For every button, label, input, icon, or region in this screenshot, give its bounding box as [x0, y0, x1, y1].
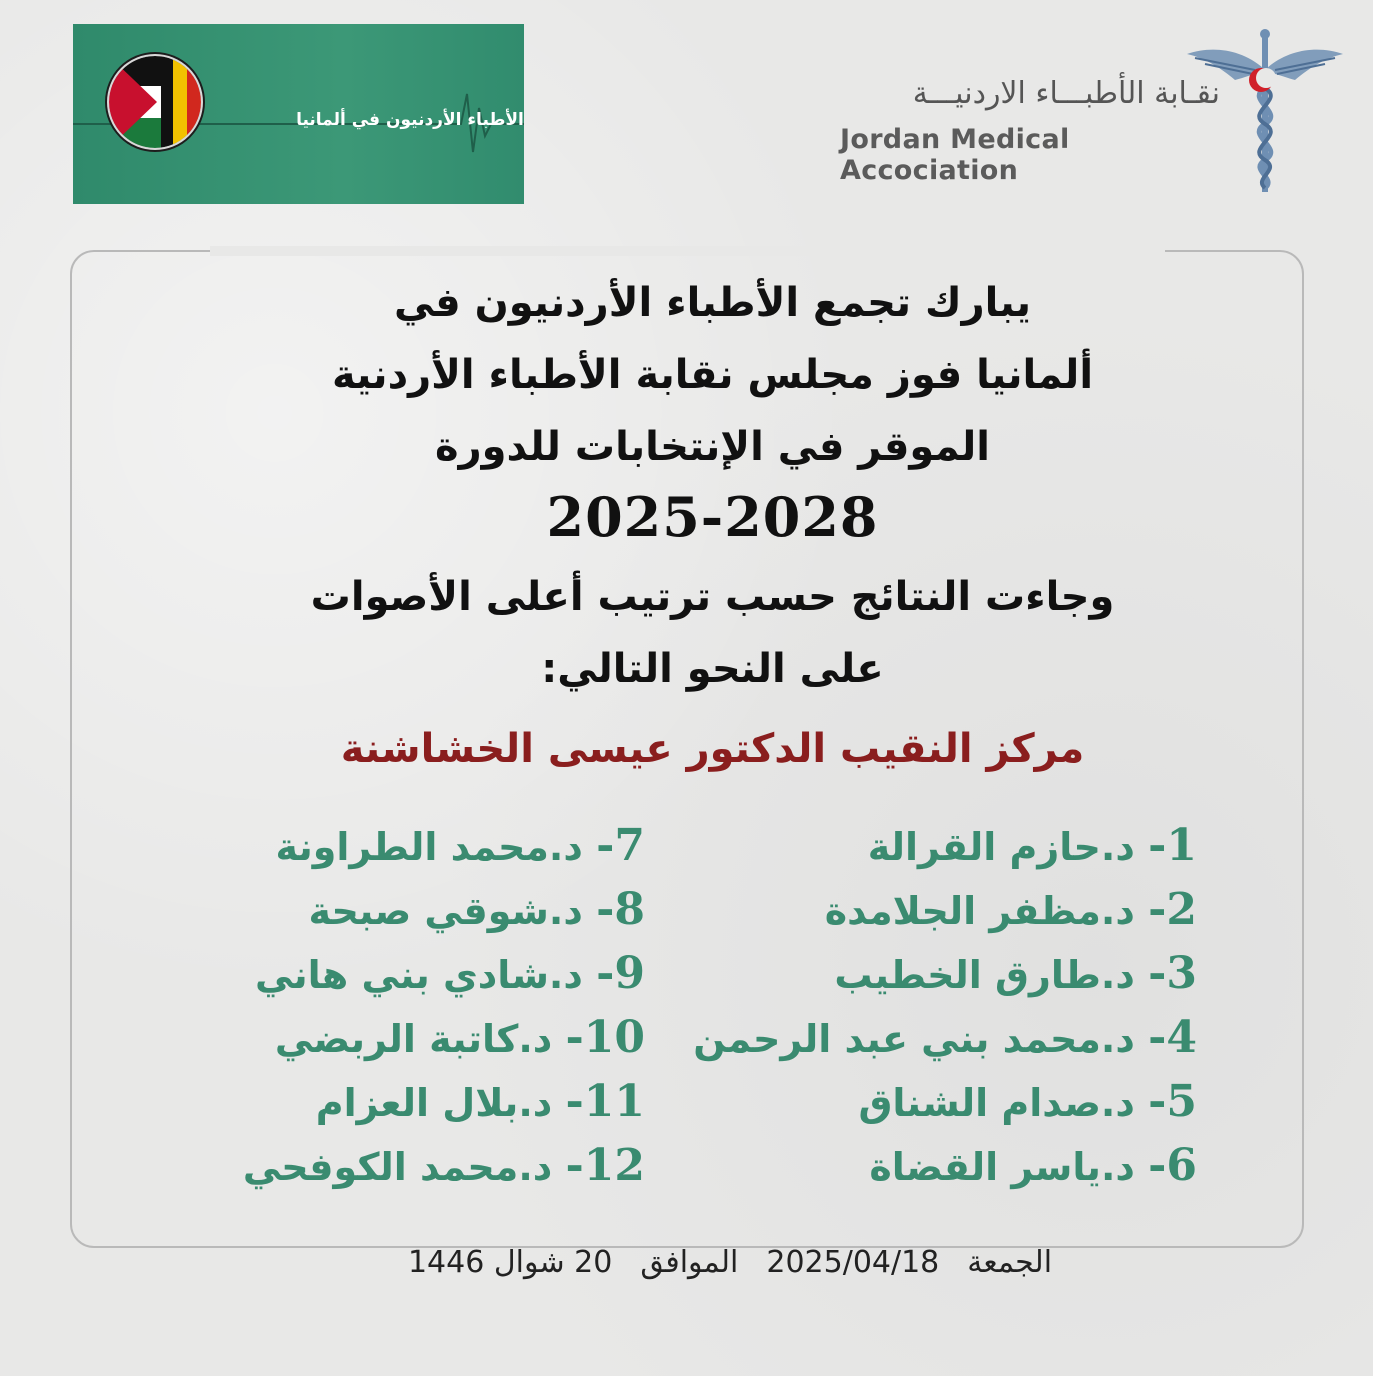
candidate-name: د.شوقي صبحة: [308, 889, 583, 933]
rank: 4-: [1148, 1012, 1197, 1063]
list-item: [858, 1076, 1197, 1127]
candidate-name: د.محمد بني عبد الرحمن: [693, 1017, 1135, 1061]
list-item: [316, 1076, 645, 1127]
list-item: [869, 1140, 1197, 1191]
rank: 12-: [565, 1140, 645, 1191]
hijri-date: 20 شوال 1446: [407, 1245, 613, 1280]
list-item: [275, 1012, 645, 1063]
candidate-name: د.شادي بني هاني: [254, 953, 583, 997]
candidate-name: د.محمد الطراونة: [275, 825, 583, 869]
election-term: 2025-2028: [546, 485, 879, 549]
list-item: [834, 948, 1197, 999]
list-item: [243, 1140, 645, 1191]
announcement-line-3: الموقر في الإنتخابات للدورة: [434, 424, 991, 470]
group-banner: [73, 24, 524, 204]
rank: 1-: [1148, 820, 1197, 871]
rank: 5-: [1148, 1076, 1197, 1127]
president-center: مركز النقيب الدكتور عيسى الخشاشنة: [340, 726, 1085, 772]
rank: 2-: [1148, 884, 1197, 935]
association-name-english: Jordan Medical Accociation: [840, 124, 1070, 186]
association-name-arabic: نقـابة الأطبـــاء الاردنيـــة: [912, 76, 1220, 111]
announcement-line-1: يبارك تجمع الأطباء الأردنيون في: [394, 280, 1031, 326]
list-item: [309, 884, 645, 935]
candidate-name: د.حازم القرالة: [867, 825, 1135, 869]
footer-date: [390, 1245, 1070, 1280]
rank: 3-: [1148, 948, 1197, 999]
results-list-right: [637, 820, 1197, 1200]
candidate-name: د.بلال العزام: [315, 1081, 553, 1125]
candidate-name: د.كاتبة الربضي: [274, 1017, 553, 1061]
candidate-name: د.صدام الشناق: [858, 1081, 1135, 1125]
list-item: [868, 820, 1197, 871]
candidate-name: د.طارق الخطيب: [834, 953, 1135, 997]
rank: 10-: [565, 1012, 645, 1063]
results-intro-line-1: وجاءت النتائج حسب ترتيب أعلى الأصوات: [310, 574, 1115, 620]
results-intro-line-2: على النحو التالي:: [541, 646, 884, 692]
caduceus-icon: [1185, 28, 1345, 198]
list-item: [693, 1012, 1197, 1063]
announcement-line-2: ألمانيا فوز مجلس نقابة الأطباء الأردنية: [331, 352, 1094, 398]
rank: 9-: [596, 948, 645, 999]
day-label: الجمعة: [967, 1245, 1053, 1280]
list-item: [275, 820, 645, 871]
candidate-name: د.مظفر الجلامدة: [824, 889, 1135, 933]
banner-title: الأطباء الأردنيون في ألمانيا: [296, 110, 524, 130]
rank: 11-: [565, 1076, 645, 1127]
rank: 8-: [596, 884, 645, 935]
list-item: [255, 948, 645, 999]
candidate-name: د.ياسر القضاة: [869, 1145, 1135, 1189]
frame-top-gap: [210, 246, 1165, 256]
gregorian-date: 2025/04/18: [766, 1245, 940, 1280]
list-item: [825, 884, 1197, 935]
results-list-left: [225, 820, 645, 1200]
rank: 6-: [1148, 1140, 1197, 1191]
corresponding-label: الموافق: [640, 1245, 739, 1280]
candidate-name: د.محمد الكوفحي: [242, 1145, 553, 1189]
rank: 7-: [596, 820, 645, 871]
